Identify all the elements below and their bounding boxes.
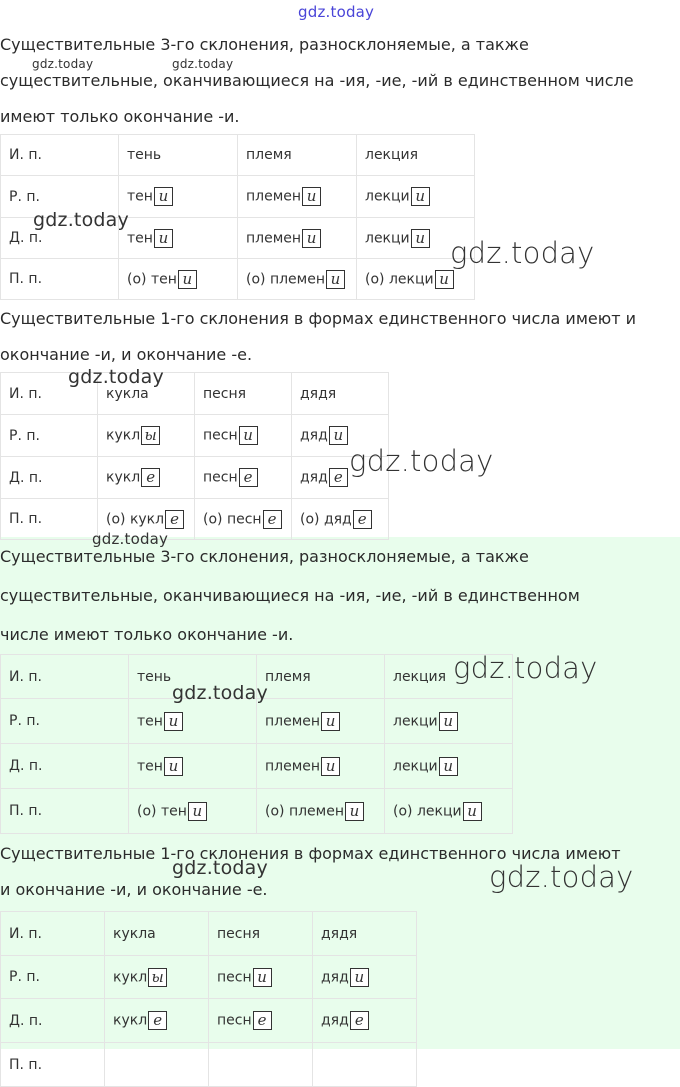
case-label: Д. п.	[9, 758, 43, 774]
table-row	[1, 457, 389, 499]
ending-box: е	[165, 510, 184, 529]
case-label: И. п.	[9, 925, 42, 942]
word-form-cell	[313, 1043, 417, 1087]
word-form-cell	[119, 218, 238, 259]
case-label: И. п.	[9, 385, 42, 402]
ending-box: и	[439, 757, 458, 776]
word-form-cell	[292, 373, 389, 415]
text-line: Существительные 3-го склонения, разносклоняемые, а также	[0, 547, 529, 566]
case-label: П. п.	[9, 803, 43, 819]
word-stem: племен	[265, 713, 321, 729]
word-stem: кукл	[113, 1012, 148, 1029]
word-stem: дяд	[321, 1012, 349, 1029]
watermark: gdz.today	[32, 57, 94, 71]
watermark: gdz.today	[298, 3, 375, 21]
word-form-cell	[105, 956, 209, 999]
word-form-cell	[313, 956, 417, 999]
word-stem: песн	[217, 969, 252, 985]
word-form-cell	[209, 1043, 313, 1087]
word-stem: лекция	[393, 668, 447, 685]
text-line: Существительные 1-го склонения в формах единственного числа имеют и	[0, 309, 636, 328]
word-stem: (о) лекци	[365, 271, 434, 287]
ending-box: е	[239, 468, 258, 487]
ending-box: и	[439, 712, 458, 731]
word-form-cell	[209, 999, 313, 1043]
word-stem: дяд	[321, 969, 349, 985]
ending-box: и	[350, 968, 369, 987]
ending-box: и	[154, 187, 173, 206]
ending-box: е	[350, 1011, 369, 1030]
ending-box: ы	[148, 968, 167, 987]
word-stem: дядя	[321, 925, 358, 942]
watermark: gdz.today	[489, 860, 634, 894]
ending-box: и	[164, 757, 183, 776]
ending-box: е	[253, 1011, 272, 1030]
table-row	[1, 373, 389, 415]
case-label: Р. п.	[9, 427, 40, 444]
word-stem: племен	[246, 188, 302, 205]
word-form-cell	[385, 789, 513, 834]
ending-box: е	[353, 510, 372, 529]
word-stem: (о) песн	[203, 511, 262, 527]
ending-box: и	[411, 229, 430, 248]
text-line: Существительные 3-го склонения, разносклоняемые, а также	[0, 35, 529, 54]
table-row	[1, 259, 475, 300]
word-stem: кукл	[106, 427, 141, 444]
case-label-cell	[1, 415, 98, 457]
watermark: gdz.today	[172, 857, 268, 879]
ending-box: и	[435, 270, 454, 289]
word-form-cell	[238, 259, 357, 300]
word-form-cell	[195, 373, 292, 415]
word-stem: лекци	[393, 758, 438, 774]
word-form-cell	[313, 912, 417, 956]
ending-box: и	[154, 229, 173, 248]
ending-box: е	[148, 1011, 167, 1030]
word-stem: (о) племен	[265, 803, 344, 819]
declension-table-2	[0, 372, 389, 540]
word-form-cell	[257, 789, 385, 834]
word-stem: песн	[203, 427, 238, 444]
text-line: окончание -и, и окончание -е.	[0, 345, 253, 364]
ending-box: и	[411, 187, 430, 206]
case-label-cell	[1, 457, 98, 499]
table-row	[1, 135, 475, 176]
text-line: существительные, оканчивающиеся на -ия, -ие, -ий в единственном числе	[0, 71, 634, 90]
word-form-cell	[313, 999, 417, 1043]
text-line: имеют только окончание -и.	[0, 107, 240, 126]
word-stem: дядя	[300, 385, 337, 402]
ending-box: и	[321, 712, 340, 731]
word-form-cell	[292, 499, 389, 540]
word-stem: тен	[127, 230, 153, 246]
word-stem: кукла	[106, 385, 149, 402]
watermark: gdz.today	[172, 682, 268, 704]
ending-box: и	[463, 802, 482, 821]
word-stem: тен	[127, 188, 153, 205]
section-3-text	[0, 547, 580, 664]
word-stem: дяд	[300, 469, 328, 486]
word-stem: дяд	[300, 427, 328, 444]
word-stem: песня	[217, 925, 261, 942]
word-form-cell	[105, 999, 209, 1043]
case-label-cell	[1, 999, 105, 1043]
watermark: gdz.today	[172, 57, 234, 71]
watermark: gdz.today	[450, 236, 595, 270]
table-row	[1, 1043, 417, 1087]
word-stem: кукл	[106, 469, 141, 486]
case-label: П. п.	[9, 1056, 43, 1073]
ending-box: и	[321, 757, 340, 776]
case-label: И. п.	[9, 147, 42, 163]
word-form-cell	[257, 655, 385, 699]
text-line: существительные, оканчивающиеся на -ия, -ие, -ий в единственном	[0, 586, 580, 605]
watermark: gdz.today	[33, 209, 129, 231]
ending-box: е	[141, 468, 160, 487]
word-stem: лекци	[365, 230, 410, 246]
case-label: Д. п.	[9, 469, 43, 486]
case-label-cell	[1, 699, 129, 744]
case-label: Р. п.	[9, 713, 40, 729]
word-form-cell	[98, 415, 195, 457]
table-row	[1, 789, 513, 834]
table-row	[1, 699, 513, 744]
case-label: Д. п.	[9, 1012, 43, 1029]
case-label: П. п.	[9, 511, 43, 527]
watermark: gdz.today	[349, 444, 494, 478]
word-form-cell	[98, 457, 195, 499]
word-stem: тень	[137, 668, 172, 685]
table-row	[1, 956, 417, 999]
text-line: Существительные 1-го склонения в формах единственного числа имеют	[0, 844, 621, 863]
case-label: Д. п.	[9, 230, 43, 246]
word-form-cell	[238, 176, 357, 218]
case-label: И. п.	[9, 668, 42, 685]
word-form-cell	[257, 699, 385, 744]
table-row	[1, 499, 389, 540]
word-stem: (о) дяд	[300, 511, 352, 527]
word-stem: (о) кукл	[106, 511, 165, 527]
word-stem: тень	[127, 147, 162, 163]
word-stem: племен	[246, 230, 302, 246]
word-stem: (о) тен	[127, 271, 177, 287]
ending-box: и	[329, 426, 348, 445]
case-label-cell	[1, 259, 119, 300]
ending-box: и	[188, 802, 207, 821]
word-stem: кукла	[113, 925, 156, 942]
table-row	[1, 415, 389, 457]
word-form-cell	[357, 135, 475, 176]
word-form-cell	[105, 912, 209, 956]
word-stem: лекция	[365, 147, 419, 163]
word-form-cell	[119, 259, 238, 300]
word-stem: племя	[265, 668, 311, 685]
table-row	[1, 744, 513, 789]
word-form-cell	[238, 218, 357, 259]
case-label-cell	[1, 135, 119, 176]
word-stem: тен	[137, 713, 163, 729]
word-stem: племя	[246, 147, 292, 163]
watermark: gdz.today	[68, 366, 164, 388]
word-form-cell	[385, 699, 513, 744]
word-form-cell	[129, 789, 257, 834]
word-form-cell	[119, 135, 238, 176]
case-label: Р. п.	[9, 969, 40, 985]
word-stem: песня	[203, 385, 247, 402]
word-stem: лекци	[393, 713, 438, 729]
word-form-cell	[195, 499, 292, 540]
word-stem: племен	[265, 758, 321, 774]
word-form-cell	[129, 744, 257, 789]
word-form-cell	[209, 956, 313, 999]
case-label-cell	[1, 789, 129, 834]
word-stem: песн	[217, 1012, 252, 1029]
word-form-cell	[195, 415, 292, 457]
word-form-cell	[195, 457, 292, 499]
case-label-cell	[1, 956, 105, 999]
ending-box: и	[239, 426, 258, 445]
text-line: числе имеют только окончание -и.	[0, 625, 294, 644]
table-row	[1, 912, 417, 956]
case-label-cell	[1, 655, 129, 699]
word-stem: кукл	[113, 969, 148, 985]
word-stem: (о) лекци	[393, 803, 462, 819]
ending-box: е	[263, 510, 282, 529]
ending-box: и	[345, 802, 364, 821]
ending-box: и	[164, 712, 183, 731]
case-label: П. п.	[9, 271, 43, 287]
declension-table-3	[0, 654, 513, 834]
ending-box: и	[178, 270, 197, 289]
case-label-cell	[1, 1043, 105, 1087]
ending-box: и	[302, 229, 321, 248]
ending-box: и	[326, 270, 345, 289]
ending-box: и	[253, 968, 272, 987]
word-form-cell	[385, 744, 513, 789]
word-stem: лекци	[365, 188, 410, 205]
case-label-cell	[1, 499, 98, 540]
word-form-cell	[209, 912, 313, 956]
word-stem: (о) тен	[137, 803, 187, 819]
case-label: Р. п.	[9, 188, 40, 205]
ending-box: и	[302, 187, 321, 206]
word-form-cell	[129, 699, 257, 744]
word-form-cell	[105, 1043, 209, 1087]
ending-box: ы	[141, 426, 160, 445]
word-form-cell	[119, 176, 238, 218]
table-row	[1, 999, 417, 1043]
word-stem: песн	[203, 469, 238, 486]
word-stem: тен	[137, 758, 163, 774]
case-label-cell	[1, 912, 105, 956]
word-form-cell	[357, 176, 475, 218]
word-stem: (о) племен	[246, 271, 325, 287]
word-form-cell	[257, 744, 385, 789]
section-1-text	[0, 35, 634, 143]
watermark: gdz.today	[453, 651, 598, 685]
text-line: и окончание -и, и окончание -е.	[0, 880, 268, 899]
word-form-cell	[238, 135, 357, 176]
ending-box: е	[329, 468, 348, 487]
case-label-cell	[1, 744, 129, 789]
declension-table-4	[0, 911, 417, 1087]
watermark: gdz.today	[92, 530, 169, 548]
